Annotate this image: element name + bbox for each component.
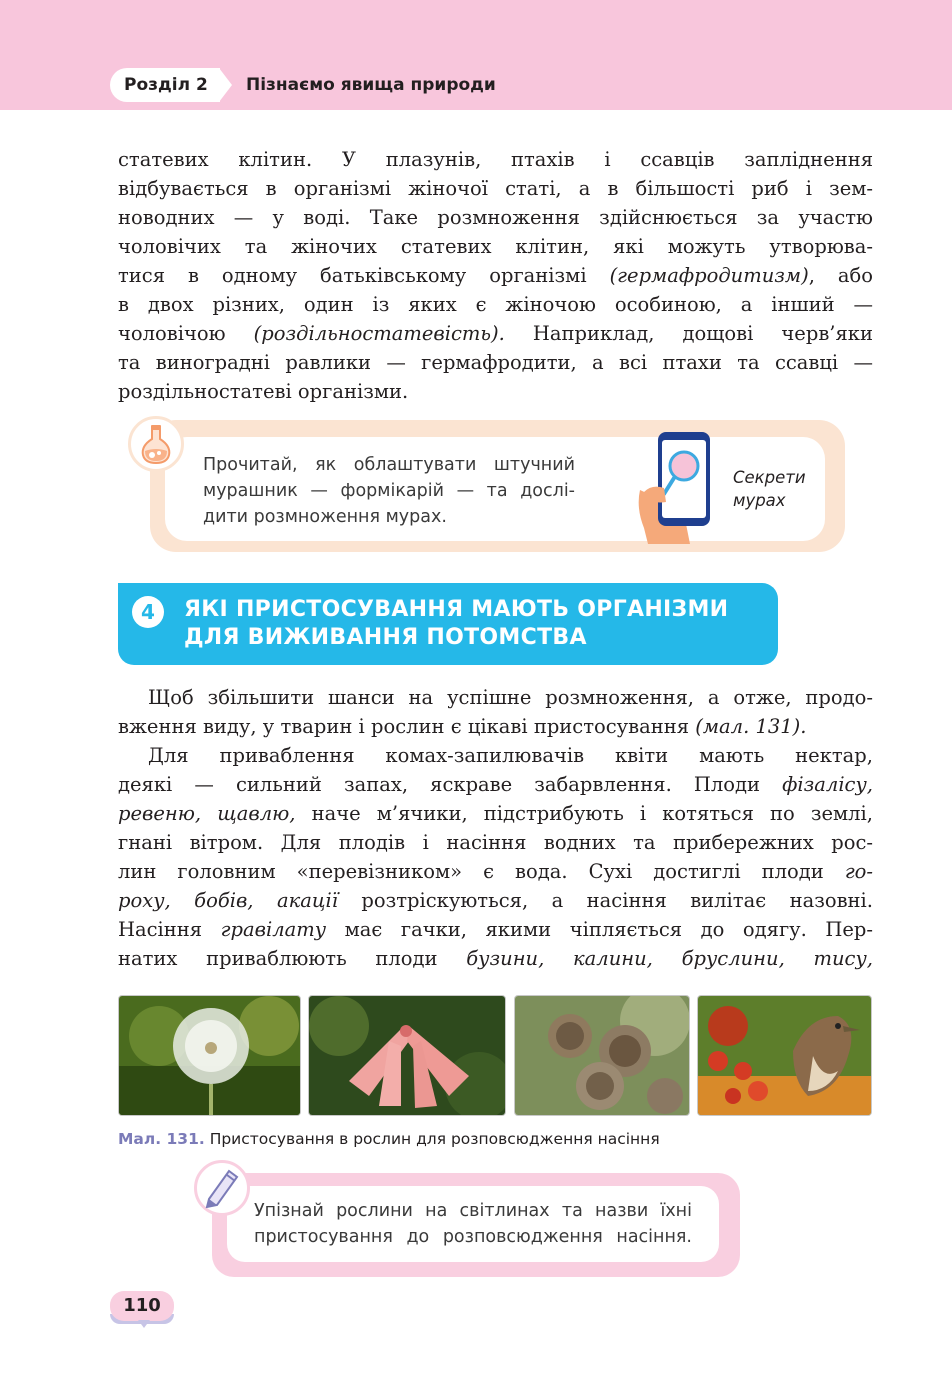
intro-paragraph xyxy=(118,145,873,406)
section-arrow xyxy=(219,68,232,102)
task-line: пристосування до розповсюдження насіння. xyxy=(254,1227,692,1247)
section-label: Розділ 2 xyxy=(110,68,220,102)
section-number: 4 xyxy=(132,596,164,628)
task-line: Упізнай рослини на світлинах та назви їхні xyxy=(254,1201,692,1221)
page-number: 110 xyxy=(110,1291,174,1321)
section-title: Пізнаємо явища природи xyxy=(246,75,496,95)
text-line: роху, бобів, акації розтріскуються, а насіння вилітає назовні. xyxy=(118,889,873,912)
page-number-tail xyxy=(138,1320,150,1328)
section-heading: ЯКІ ПРИСТОСУВАННЯ МАЮТЬ ОРГАНІЗМИ ДЛЯ ВИЖИВАННЯ ПОТОМСТВА xyxy=(184,597,729,650)
text-line: гнані вітром. Для плодів і насіння водних та прибережних рос- xyxy=(118,831,873,854)
figure-caption: Мал. 131. Пристосування в рослин для розповсюдження насіння xyxy=(118,1130,660,1148)
phone-magnifier-icon[interactable] xyxy=(630,428,720,544)
text-line: роздільностатеві організми. xyxy=(118,380,409,403)
tip-line: мурашник — формікарій — та дослі- xyxy=(203,481,575,501)
text-line: тися в одному батьківському організмі (гермафродитизм), або xyxy=(118,264,873,287)
text-line: чоловічих та жіночих статевих клітин, які можуть утворюва- xyxy=(118,235,873,258)
burdock-photo xyxy=(514,995,690,1116)
text-line: Щоб збільшити шанси на успішне розмноження, а отже, продо- xyxy=(148,686,873,709)
task-text xyxy=(254,1198,692,1250)
tip-text xyxy=(203,452,575,530)
text-line: ревеню, щавлю, наче м’ячики, підстрибують і котяться по землі, xyxy=(118,802,873,825)
secret-link[interactable]: Секрети мурах xyxy=(733,468,806,510)
flask-icon xyxy=(128,416,184,472)
text-line: відбувається в організмі жіночої статі, а в більшості риб і зем- xyxy=(118,177,873,200)
text-line: натих приваблюють плоди бузини, калини, бруслини, тису, xyxy=(118,947,873,970)
text-line: статевих клітин. У плазунів, птахів і ссавців запліднення xyxy=(118,148,873,171)
dandelion-photo xyxy=(118,995,301,1116)
text-line: Для приваблення комах-запилювачів квіти мають нектар, xyxy=(148,744,873,767)
text-line: лин головним «перевізником» є вода. Сухі достиглі плоди го- xyxy=(118,860,873,883)
tip-line: Прочитай, як облаштувати штучний xyxy=(203,455,575,475)
bird-berries-photo xyxy=(697,995,872,1116)
text-line: в двох різних, один із яких є жіночою особиною, а інший — xyxy=(118,293,873,316)
text-line: деякі — сильний запах, яскраве забарвлення. Плоди фізалісу, xyxy=(118,773,873,796)
text-line: та виноградні равлики — гермафродити, а всі птахи та ссавці — xyxy=(118,351,873,374)
text-line: Насіння гравілату має гачки, якими чіпляється до одягу. Пер- xyxy=(118,918,873,941)
pencil-icon xyxy=(194,1160,250,1216)
text-line: новодних — у воді. Таке розмноження здійснюється за участю xyxy=(118,206,873,229)
text-line: вження виду, у тварин і рослин є цікаві пристосування (мал. 131). xyxy=(118,715,807,738)
body-paragraph xyxy=(118,683,873,973)
text-line: чоловічою (роздільностатевість). Наприклад, дощові черв’яки xyxy=(118,322,873,345)
tip-line: дити розмноження мурах. xyxy=(203,507,447,527)
maple-seeds-photo xyxy=(308,995,506,1116)
